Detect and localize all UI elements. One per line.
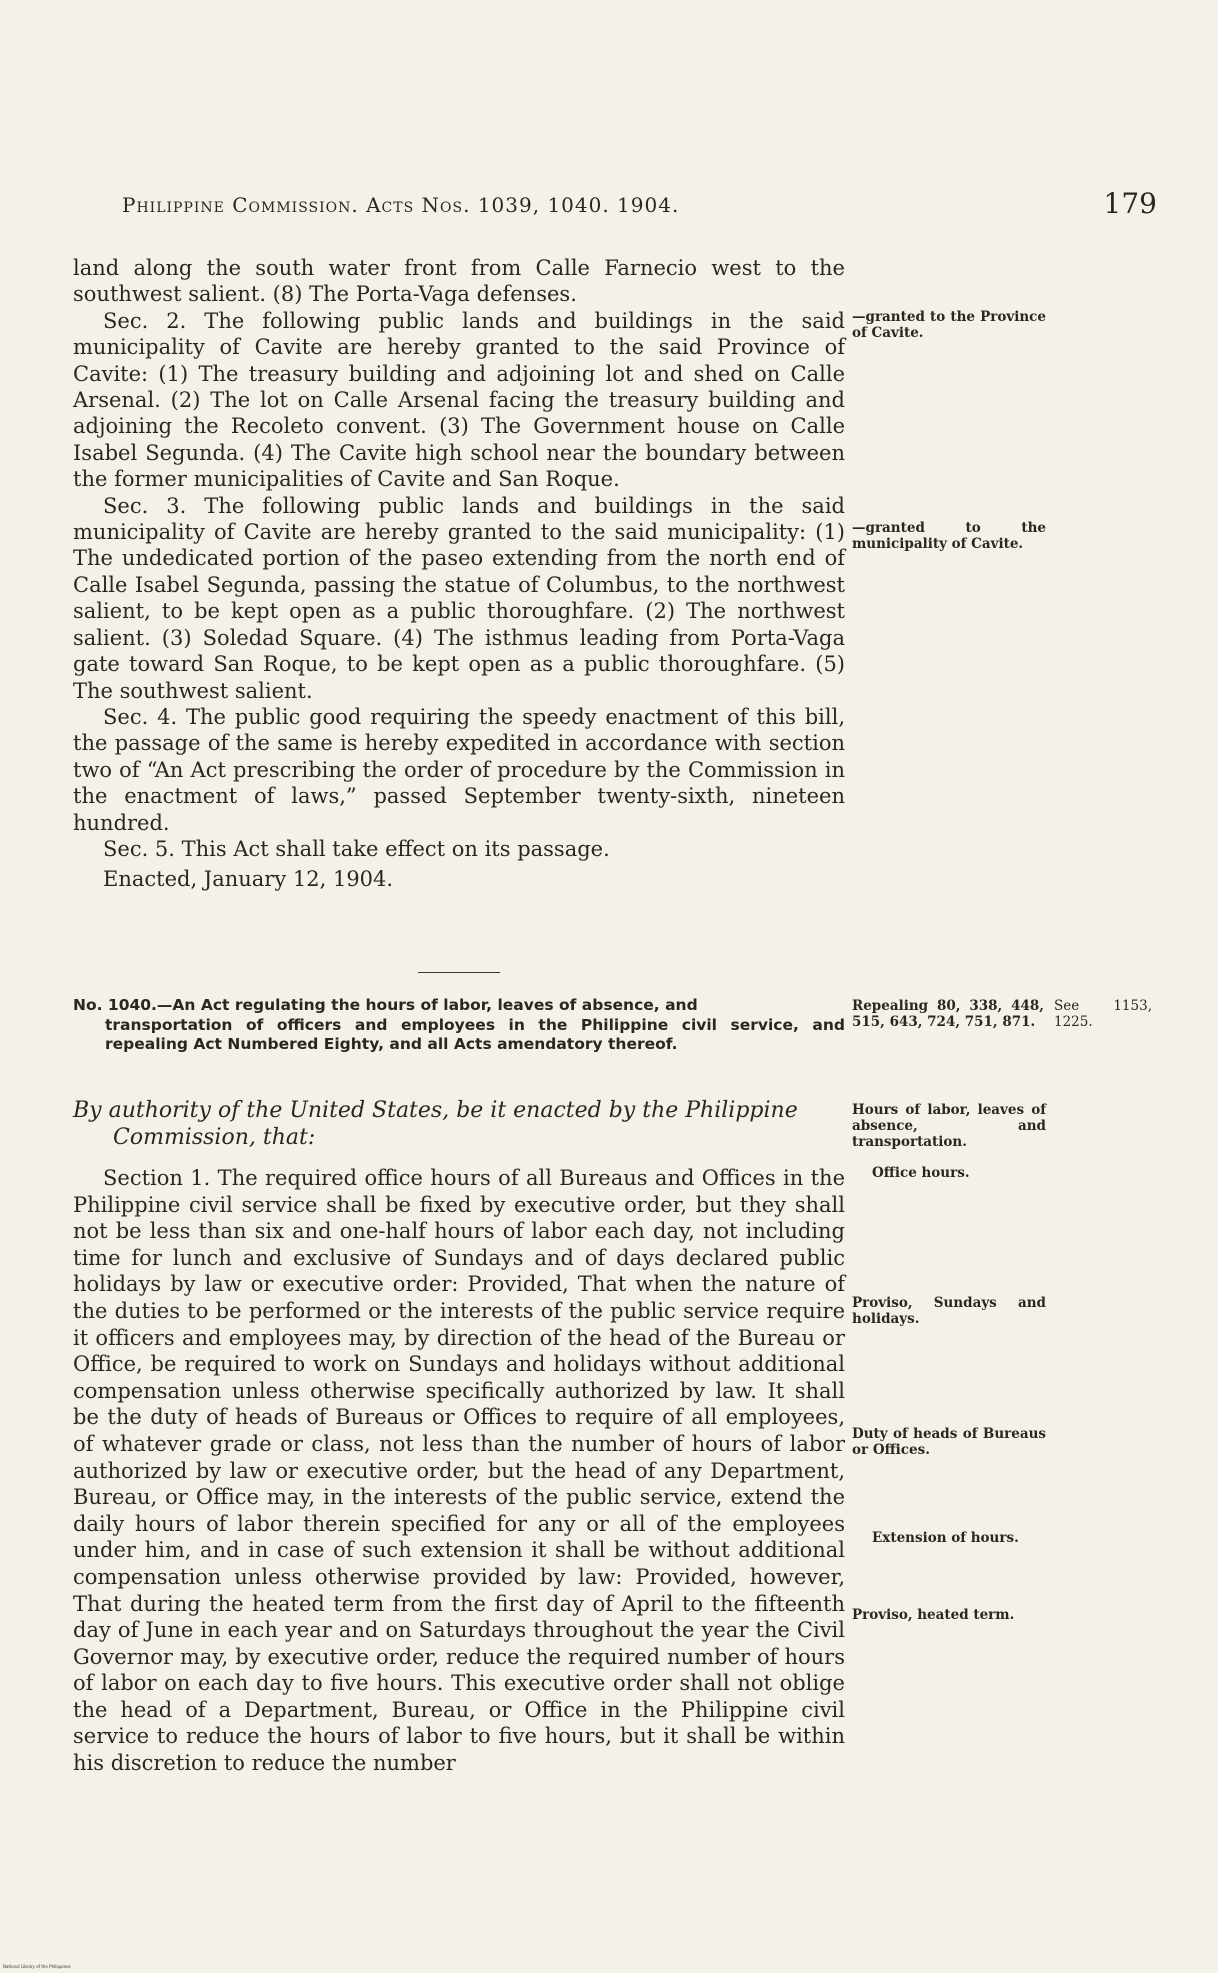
margin-note-granted-municipality: —granted to the municipality of Cavite. [852, 520, 1046, 552]
page-number: 179 [1103, 187, 1157, 220]
margin-note-proviso-heated: Proviso, heated term. [852, 1607, 1015, 1623]
enacting-clause [73, 1097, 845, 1151]
running-title: Philippine Commission. Acts Nos. 1039, 1040. 1904. [122, 193, 680, 217]
margin-note-hours-labor: Hours of labor, leaves of absence, and transportation. [852, 1102, 1046, 1150]
margin-note-office-hours: Office hours. [872, 1165, 970, 1181]
margin-note-extension-hours: Extension of hours. [872, 1530, 1019, 1546]
margin-note-proviso-sundays: Proviso, Sundays and holidays. [852, 1295, 1046, 1327]
section-divider [418, 972, 500, 973]
act-1040-title [73, 996, 845, 1055]
section-1-block [73, 1165, 845, 1777]
running-header [122, 187, 1157, 220]
enacted-date: Enacted, January 12, 1904. [103, 867, 394, 892]
margin-note-repealing: Repealing 80, 338, 448, 515, 643, 724, 751, 871. [852, 998, 1044, 1030]
act-1040-title-rest: transportation of officers and employees in the Philippine civil service, and repealing Act Numbered Eighty, and all Acts amendatory thereof. [105, 1015, 845, 1053]
continuation-text [73, 255, 845, 893]
enacting-clause-line-2: Commission, that: [113, 1125, 316, 1150]
enacting-clause-line-1: By authority of the United States, be it enacted by the Philippine [73, 1098, 798, 1123]
paragraph-continued: land along the south water front from Calle Farnecio west to the southwest salient. (8) The Porta-Vaga defenses. [73, 256, 845, 307]
act-1040-title-lead: No. 1040.—An Act regulating the hours of labor, leaves of absence, and [73, 996, 698, 1014]
section-2: Sec. 2. The following public lands and buildings in the said municipality of Cavite are hereby granted to the said Province of Cavite: (1) The treasury building and adjoining lot and shed on Calle Arsenal. (2) The lot on Calle Arsenal facing the treasury building and adjoining the Recoleto convent. (3) The Government house on Calle Isabel Segunda. (4) The Cavite high school near the boundary between the former municipalities of Cavite and San Roque. [73, 308, 845, 492]
scan-credit: National Library of the Philippines [3, 1964, 71, 1969]
margin-note-granted-province: —granted to the Province of Cavite. [852, 309, 1046, 341]
section-3: Sec. 3. The following public lands and buildings in the said municipality of Cavite are hereby granted to the said municipality: (1) The undedicated portion of the paseo extending from the north end of Calle Isabel Segunda, passing the statue of Columbus, to the northwest salient, to be kept open as a public thoroughfare. (2) The northwest salient. (3) Soledad Square. (4) The isthmus leading from Porta-Vaga gate toward San Roque, to be kept open as a public thoroughfare. (5) The southwest salient. [73, 493, 845, 703]
section-1: Section 1. The required office hours of all Bureaus and Offices in the Philippine civil service shall be fixed by executive order, but they shall not be less than six and one-half hours of labor each day, not including time for lunch and exclusive of Sundays and of days declared public holidays by law or executive order: Provided, That when the nature of the duties to be performed or the interests of the public service require it officers and employees may, by direction of the head of the Bureau or Office, be required to work on Sundays and holidays without additional compensation unless otherwise specifically authorized by law. It shall be the duty of heads of Bureaus or Offices to require of all employees, of whatever grade or class, not less than the number of hours of labor authorized by law or executive order, but the head of any Department, Bureau, or Office may, in the interests of the public service, extend the daily hours of labor therein specified for any or all of the employees under him, and in case of such extension it shall be without additional compensation unless otherwise provided by law: Provided, however, That during the heated term from the first day of April to the fifteenth day of June in each year and on Saturdays throughout the year the Civil Governor may, by executive order, reduce the required number of hours of labor on each day to five hours. This executive order shall not oblige the head of a Department, Bureau, or Office in the Philippine civil service to reduce the hours of labor to five hours, but it shall be within his discretion to reduce the number [73, 1166, 845, 1776]
margin-note-see-ref: See 1153, 1225. [1054, 998, 1152, 1030]
section-5: Sec. 5. This Act shall take effect on its passage. [103, 836, 610, 861]
section-4: Sec. 4. The public good requiring the speedy enactment of this bill, the passage of the same is hereby expedited in accordance with section two of “An Act prescribing the order of procedure by the Commission in the enactment of laws,” passed September twenty-sixth, nineteen hundred. [73, 704, 845, 835]
margin-note-duty-heads: Duty of heads of Bureaus or Offices. [852, 1426, 1046, 1458]
